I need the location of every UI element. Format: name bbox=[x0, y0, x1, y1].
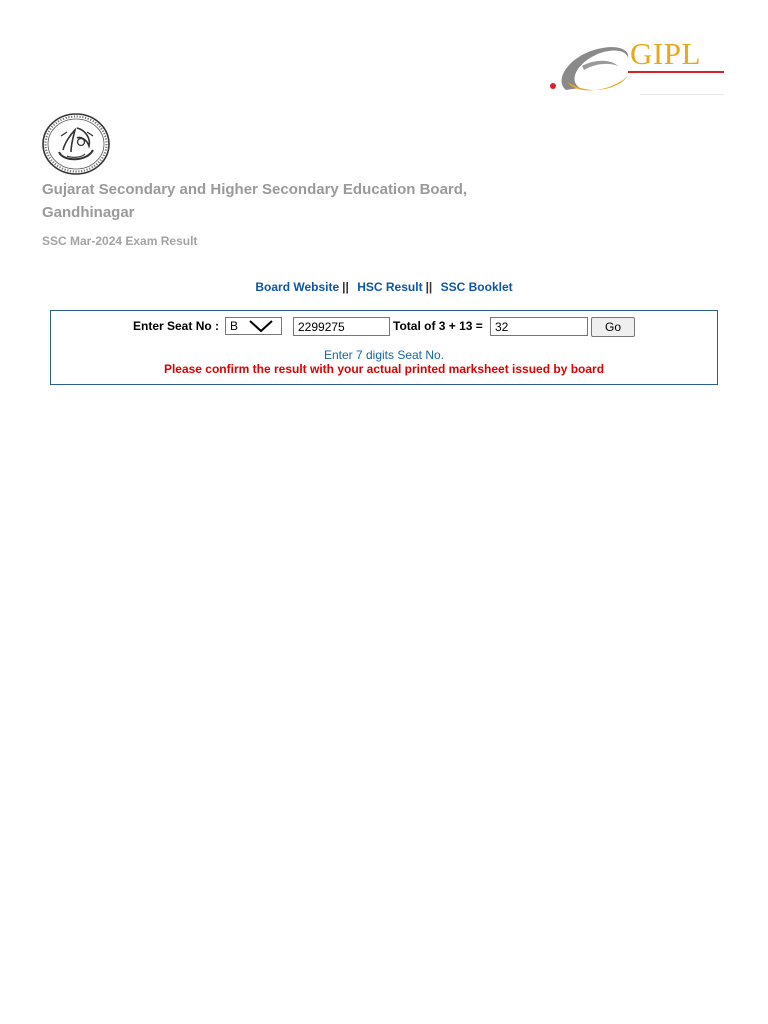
nav-links bbox=[0, 280, 768, 294]
seat-number-input[interactable] bbox=[293, 317, 390, 336]
exam-title: SSC Mar-2024 Exam Result bbox=[42, 234, 198, 248]
seat-form-row bbox=[51, 317, 717, 337]
board-title: Gujarat Secondary and Higher Secondary Education Board, Gandhinagar bbox=[42, 181, 468, 221]
captcha-input[interactable] bbox=[490, 317, 588, 336]
board-website-link[interactable]: Board Website bbox=[255, 280, 340, 294]
nav-separator: || bbox=[342, 280, 349, 294]
go-button[interactable]: Go bbox=[591, 317, 635, 337]
nav-separator: || bbox=[425, 280, 433, 294]
ssc-booklet-link[interactable]: SSC Booklet bbox=[440, 280, 513, 294]
confirm-warning: Please confirm the result with your actual printed marksheet issued by board bbox=[163, 362, 605, 376]
result-form-box bbox=[50, 310, 718, 385]
seat-hint: Enter 7 digits Seat No. bbox=[323, 348, 445, 362]
brand-logo-text: GIPL bbox=[630, 36, 701, 71]
series-select[interactable] bbox=[225, 317, 282, 335]
board-seal-icon bbox=[41, 112, 111, 176]
series-selected-value: B bbox=[230, 319, 239, 333]
board-seal bbox=[41, 112, 111, 176]
chevron-down-icon bbox=[249, 320, 273, 333]
seat-label: Enter Seat No : bbox=[133, 319, 220, 333]
hsc-result-link[interactable]: HSC Result bbox=[357, 280, 423, 294]
captcha-label: Total of 3 + 13 = bbox=[393, 319, 483, 333]
